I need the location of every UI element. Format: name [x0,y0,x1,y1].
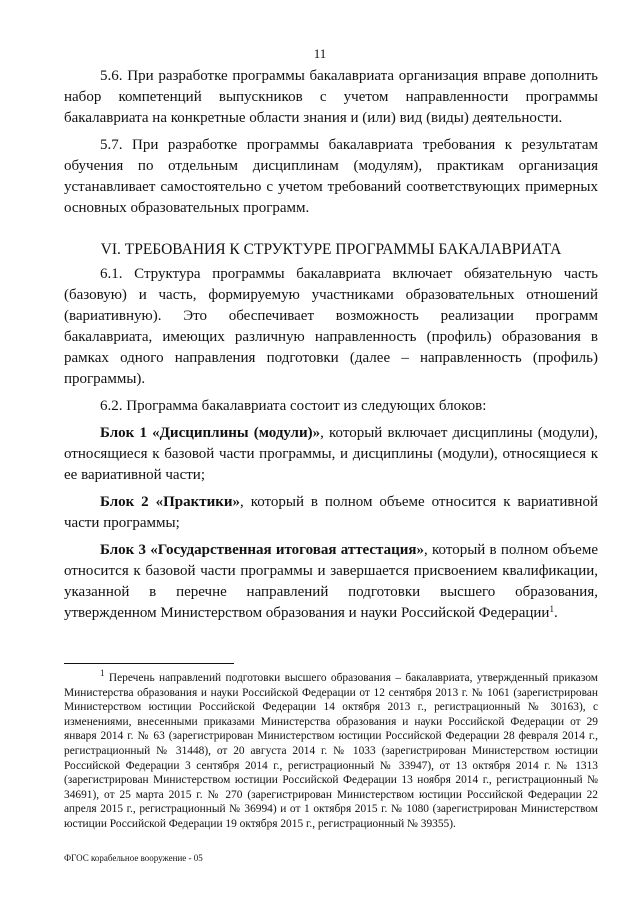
block-3-paragraph [64,540,598,624]
block-3-title: Блок 3 «Государственная итоговая аттестация» [100,542,425,558]
paragraph-5-7: 5.7. При разработке программы бакалавриата требования к результатам обучения по отдельным дисциплинам (модулям), практикам организация устанавливает самостоятельно с учетом требований соответствующих примерных основных образовательных программ. [64,137,598,216]
section-heading: VI. ТРЕБОВАНИЯ К СТРУКТУРЕ ПРОГРАММЫ БАКАЛАВРИАТА [100,241,562,258]
footnote [64,668,598,832]
block-3-end: . [553,605,558,621]
paragraph-6-1: 6.1. Структура программы бакалавриата включает обязательную часть (базовую) и часть, формируемую участниками образовательных отношений (вариативную). Это обеспечивает возможность реализации программ бакалавриата, имеющих различную направленность (профиль) образования в рамках одного направления подготовки (далее – направленность (профиль) программы). [64,266,598,387]
block-2-text: , который в полном объеме относится к вариативной части программы; [64,494,598,531]
page-footer: ФГОС корабельное вооружение - 05 [64,853,203,863]
footnote-text: Перечень направлений подготовки высшего образования – бакалавриата, утвержденный приказом Министерства образования и науки Российской Федерации от 12 сентября 2013 г. № 1061 (зарегистрирован Министерством юстиции Российской Федерации 14 октября 2013 г., регистрационный № 30163), с изменениями, внесенными приказами Министерства образования и науки Российской Федерации от 29 января 2014 г. № 63 (зарегистрирован Министерством юстиции Российской Федерации 28 февраля 2014 г., регистрационный № 31448), от 20 августа 2014 г. № 1033 (зарегистрирован Министерством юстиции Российской Федерации 3 сентября 2014 г., регистрационный № 33947), от 13 октября 2014 г. № 1313 (зарегистрирован Министерством юстиции Российской Федерации 13 ноября 2014 г., регистрационный № 34691), от 25 марта 2015 г. № 270 (зарегистрирован Министерством юстиции Российской Федерации 22 апреля 2015 г., регистрационный № 36994) и от 1 октября 2015 г. № 1080 (зарегистрирован Министерством юстиции Российской Федерации 19 октября 2015 г., регистрационный № 39355). [64,672,598,830]
paragraph-5-6: 5.6. При разработке программы бакалавриата организация вправе дополнить набор компетенций выпускников с учетом направленности программы бакалавриата на конкретные области знания и (или) вид (виды) деятельности. [64,68,598,126]
block-1-text: , который включает дисциплины (модули), относящиеся к базовой части программы, и дисциплины (модули), относящиеся к ее вариативной части; [64,425,599,483]
block-2-title: Блок 2 «Практики» [100,494,241,510]
footnote-marker: 1 [100,668,105,678]
footnote-reference[interactable]: 1 [549,604,554,614]
page-number: 11 [313,46,327,61]
block-2-paragraph [64,492,598,534]
footnote-text-wrapper [64,668,598,832]
block-3-text: , который в полном объеме относится к базовой части программы и завершается присвоением квалификации, указанной в перечне направлений подготовки высшего образования, утвержденном Министерством образования и науки Российской Федерации [64,542,598,621]
block-1-title: Блок 1 «Дисциплины (модули)» [100,425,321,441]
paragraph-6-2: 6.2. Программа бакалавриата состоит из следующих блоков: [100,398,487,414]
main-text [64,66,598,630]
block-1-paragraph [64,423,598,486]
footnote-separator [64,663,234,664]
